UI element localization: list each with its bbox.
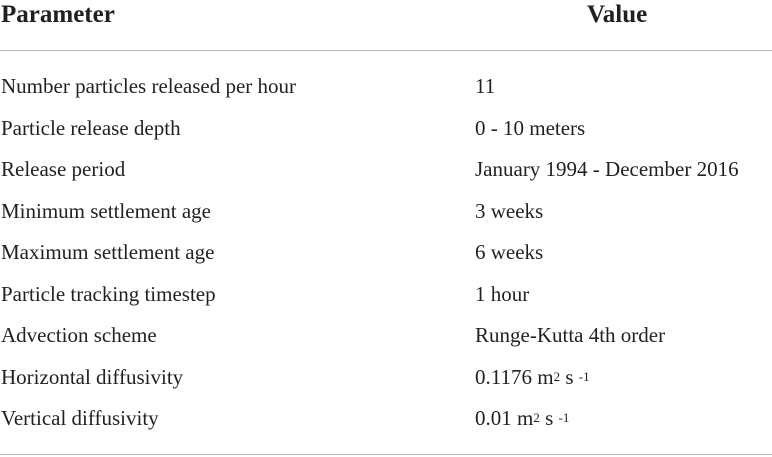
value-cell: Runge-Kutta 4th order (475, 323, 666, 347)
table-row (0, 153, 772, 195)
value-cell: 6 weeks (475, 240, 544, 264)
table-body (0, 70, 772, 444)
value-cell: January 1994 - December 2016 (475, 157, 739, 181)
value-unit: s (539, 406, 559, 430)
table-row (0, 236, 772, 278)
table-row (0, 319, 772, 361)
header-value: Value (587, 1, 648, 28)
value-cell (475, 402, 569, 434)
table-row (0, 361, 772, 403)
parameter-cell: Minimum settlement age (1, 198, 211, 223)
value-exponent: -1 (558, 410, 570, 425)
parameter-cell: Particle tracking timestep (1, 281, 216, 306)
parameter-cell: Maximum settlement age (1, 240, 215, 264)
table-row (0, 112, 772, 154)
table-row (0, 402, 772, 444)
parameter-cell: Number particles released per hour (1, 74, 297, 98)
parameter-cell: Advection scheme (1, 323, 157, 347)
parameter-cell: Release period (1, 157, 126, 181)
table-row (0, 70, 772, 112)
value-cell: 1 hour (475, 281, 530, 306)
value-unit: s (560, 364, 579, 389)
value-cell: 3 weeks (475, 198, 544, 223)
header-parameter: Parameter (1, 1, 115, 28)
parameter-cell: Horizontal diffusivity (1, 364, 184, 389)
value-cell: 11 (475, 74, 496, 98)
value-exponent: 2 (533, 410, 540, 425)
value-number: 0.01 m (475, 406, 534, 430)
value-exponent: -1 (578, 368, 590, 384)
table-bottom-divider (0, 454, 772, 455)
header-divider (0, 50, 772, 51)
table-row (0, 278, 772, 320)
parameter-cell: Particle release depth (1, 115, 181, 140)
table-row (0, 195, 772, 237)
value-number: 0.1176 m (475, 364, 554, 389)
value-cell: 0 - 10 meters (475, 115, 586, 140)
value-cell (475, 361, 590, 393)
value-exponent: 2 (553, 368, 561, 384)
parameter-cell: Vertical diffusivity (1, 406, 159, 430)
table-header (0, 0, 772, 50)
